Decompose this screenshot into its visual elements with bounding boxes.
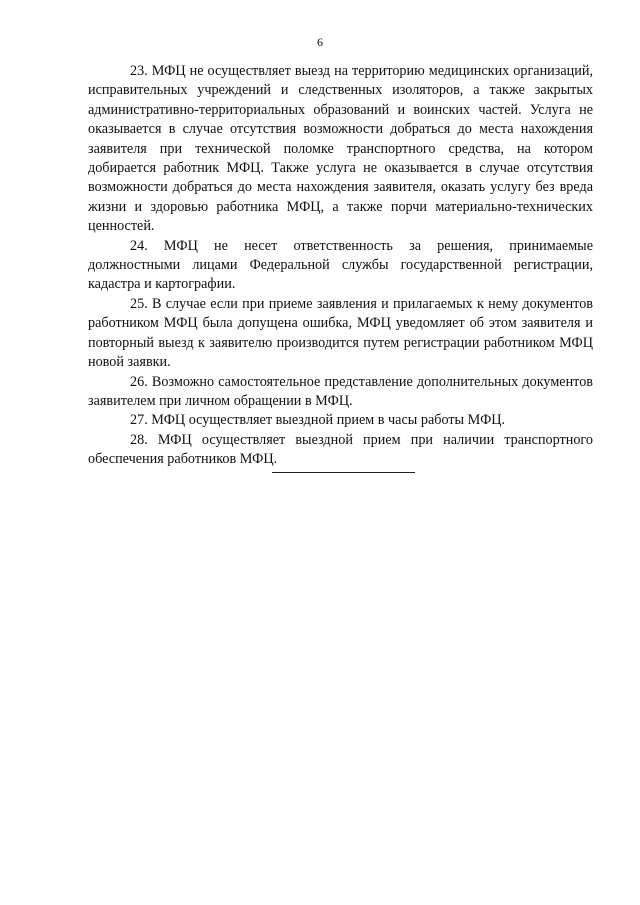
paragraph-26: 26. Возможно самостоятельное представление дополнительных документов заявителем при личном обращении в МФЦ.: [88, 373, 593, 409]
paragraph-23: 23. МФЦ не осуществляет выезд на территорию медицинских организаций, исправительных учреждений и следственных изоляторов, а также закрытых административно-территориальных образований и воинских частей. Услуга не оказывается в случае отсутствия возможности добраться до места нахождения заявителя при технической поломке транспортного средства, на котором добирается работник МФЦ. Также услуга не оказывается в случае отсутствия возможности добраться до места нахождения заявителя, оказать услугу без вреда жизни и здоровью работника МФЦ, а также порчи материально-технических ценностей.: [88, 63, 593, 235]
end-of-document-rule: [272, 472, 415, 473]
document-body: [88, 62, 593, 470]
paragraph-27: 27. МФЦ осуществляет выездной прием в часы работы МФЦ.: [130, 412, 506, 429]
paragraph-25: 25. В случае если при приеме заявления и прилагаемых к нему документов работником МФЦ была допущена ошибка, МФЦ уведомляет об этом заявителя и повторный выезд к заявителю производится путем регистрации работником МФЦ новой заявки.: [88, 295, 593, 371]
page-number: 6: [317, 35, 323, 49]
paragraph-24: 24. МФЦ не несет ответственность за решения, принимаемые должностными лицами Федеральной службы государственной регистрации, кадастра и картографии.: [88, 237, 593, 293]
paragraph-28: 28. МФЦ осуществляет выездной прием при наличии транспортного обеспечения работников МФЦ.: [88, 431, 593, 468]
